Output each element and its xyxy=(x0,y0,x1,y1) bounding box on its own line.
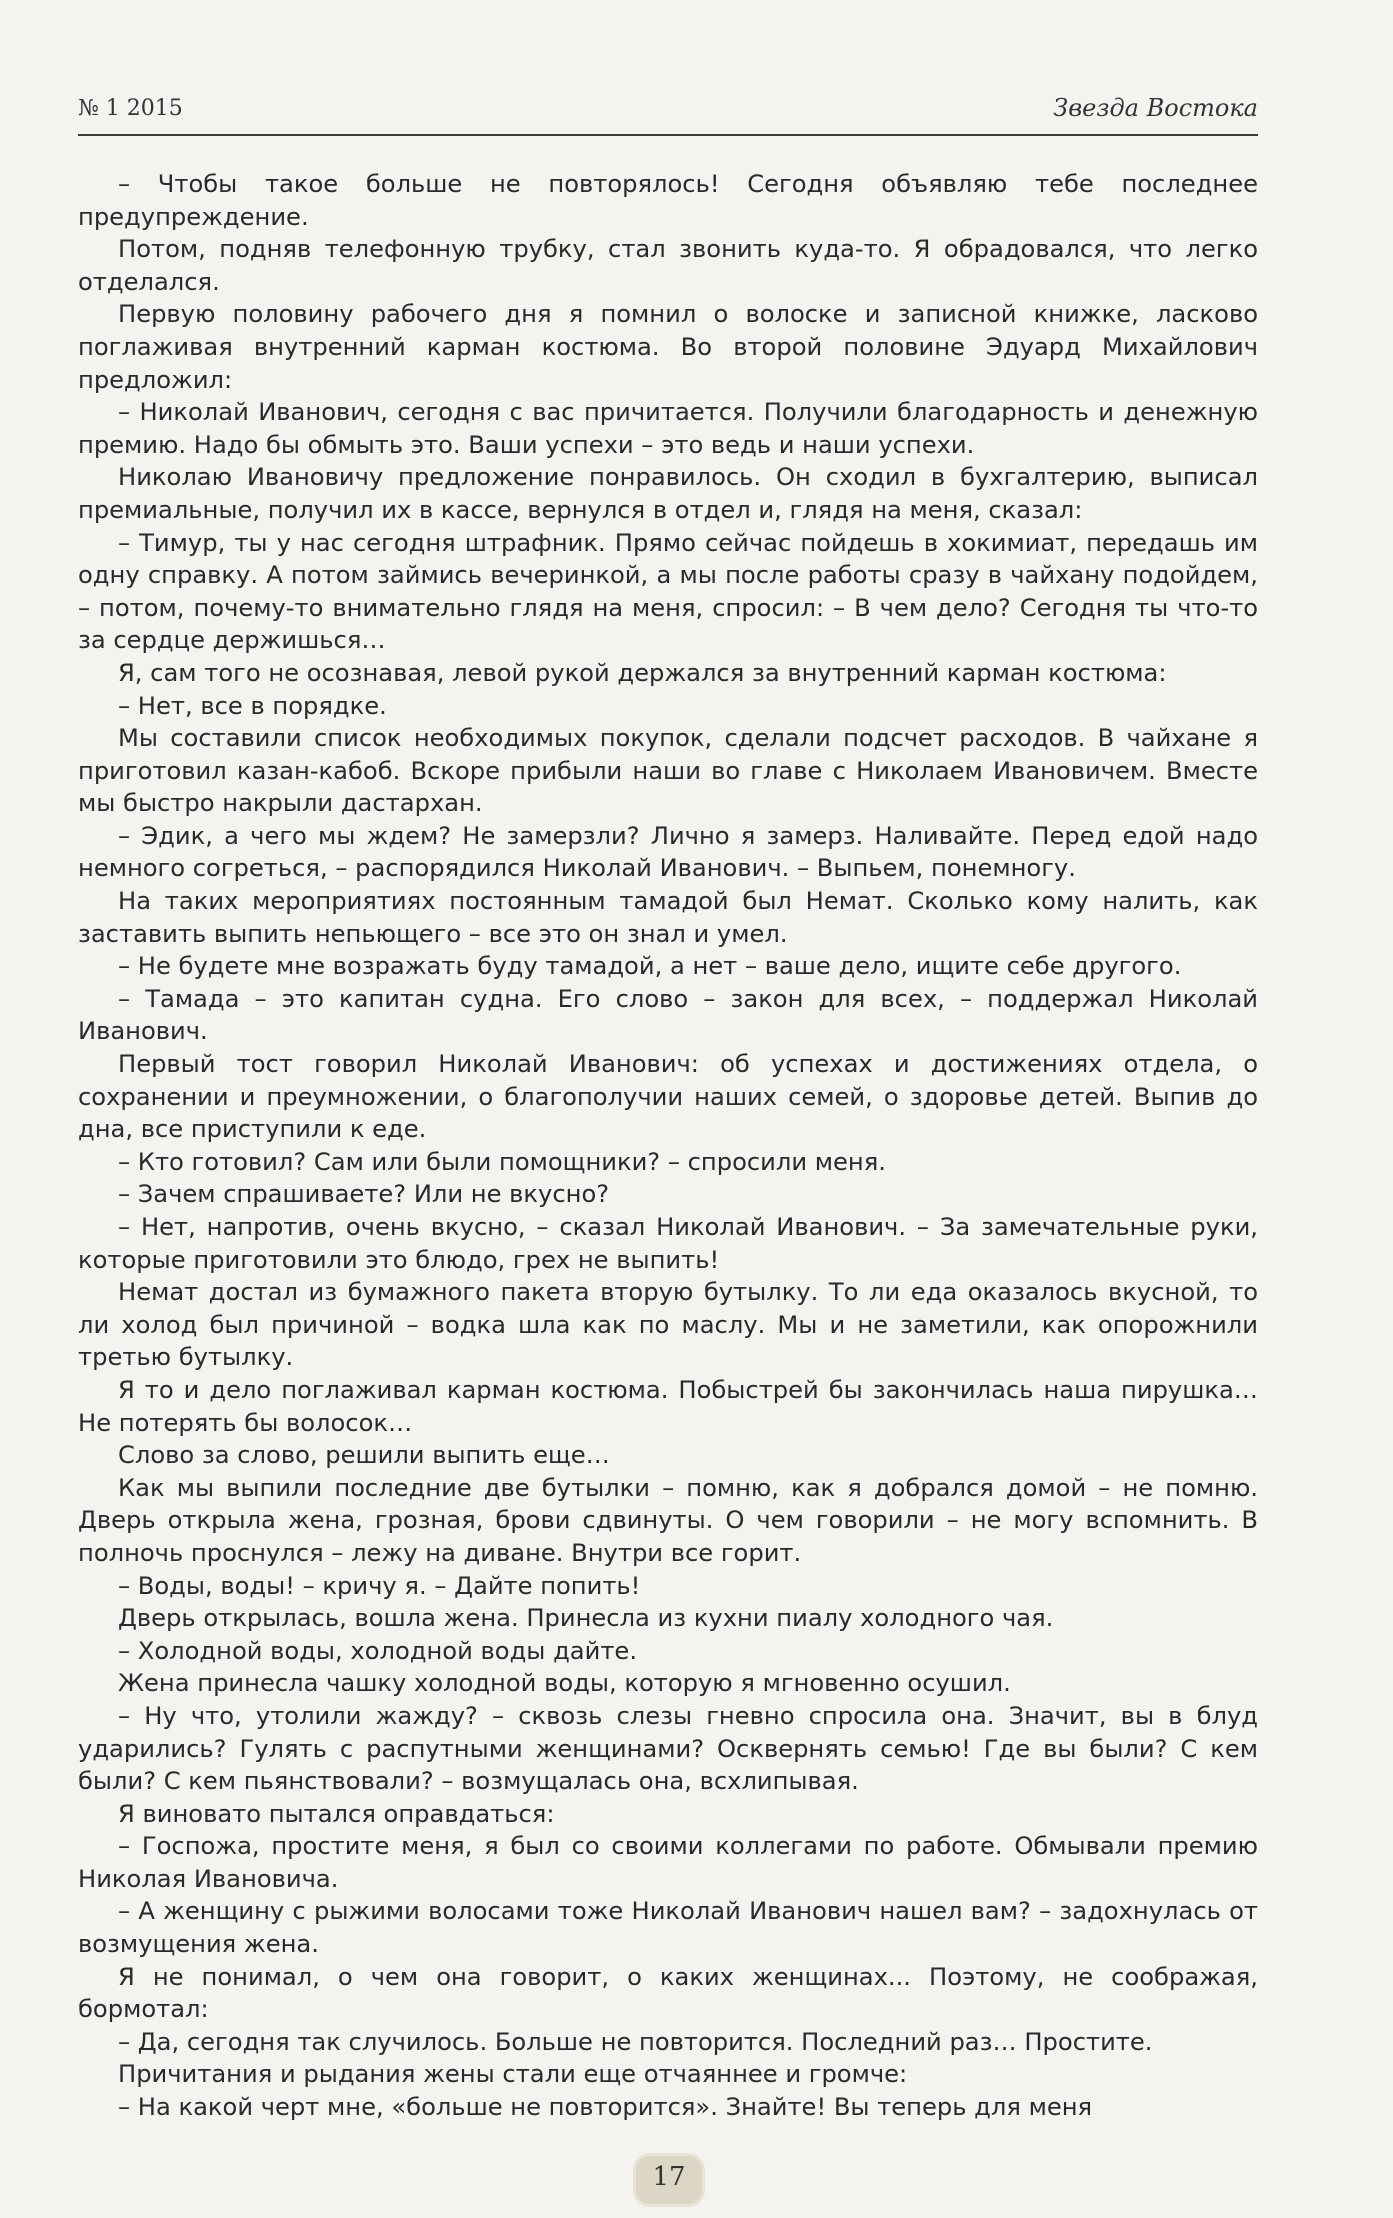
paragraph: – Тамада – это капитан судна. Его слово – закон для всех, – поддержал Николай Иванович. xyxy=(78,984,1258,1046)
paragraph: Я не понимал, о чем она говорит, о каких женщинах... Поэтому, не соображая, бормотал: xyxy=(78,1962,1258,2024)
issue-number: № 1 2015 xyxy=(78,96,183,121)
page-number: 17 xyxy=(652,2162,686,2192)
paragraph: – Ну что, утолили жажду? – сквозь слезы гневно спросила она. Значит, вы в блуд ударились? Гулять с распутными женщинами? Осквернять семью! Где вы были? С кем были? С кем пьянствовали? – возмущалась она, всхлипывая. xyxy=(78,1701,1258,1796)
paragraph: Потом, подняв телефонную трубку, стал звонить куда-то. Я обрадовался, что легко отделался. xyxy=(78,235,1258,296)
paragraph: Жена принесла чашку холодной воды, которую я мгновенно осушил. xyxy=(118,1669,1011,1698)
paragraph: – На какой черт мне, «больше не повторится». Знайте! Вы теперь для меня xyxy=(118,2093,1093,2122)
paragraph: Слово за слово, решили выпить еще… xyxy=(118,1441,610,1470)
paragraph: – Холодной воды, холодной воды дайте. xyxy=(118,1636,638,1665)
paragraph: Первый тост говорил Николай Иванович: об успехах и достижениях отдела, о сохранении и преумножении, о благополучии наших семей, о здоровье детей. Выпив до дна, все приступили к еде. xyxy=(78,1050,1258,1144)
paragraph: Как мы выпили последние две бутылки – помню, как я добрался домой – не помню. Дверь открыла жена, грозная, брови сдвинуты. О чем говорили – не могу вспомнить. В полночь проснулся – лежу на диване. Внутри все горит. xyxy=(78,1473,1258,1567)
paragraph: Первую половину рабочего дня я помнил о волоске и записной книжке, ласково поглаживая внутренний карман костюма. Во второй половине Эдуард Михайлович предложил: xyxy=(78,300,1258,394)
paragraph: – Зачем спрашиваете? Или не вкусно? xyxy=(118,1180,610,1209)
article-body xyxy=(78,168,1258,2124)
page-number-badge xyxy=(636,2156,702,2204)
paragraph: – Не будете мне возражать буду тамадой, а нет – ваше дело, ищите себе другого. xyxy=(118,952,1182,981)
paragraph: Николаю Ивановичу предложение понравилось. Он сходил в бухгалтерию, выписал премиальные, получил их в кассе, вернулся в отдел и, глядя на меня, сказал: xyxy=(78,463,1258,524)
paragraph: – Да, сегодня так случилось. Больше не повторится. Последний раз… Простите. xyxy=(118,2027,1153,2056)
paragraph: Мы составили список необходимых покупок, сделали подсчет расходов. В чайхане я приготовил казан-кабоб. Вскоре прибыли наши во главе с Николаем Ивановичем. Вместе мы быстро накрыли дастархан. xyxy=(78,724,1258,818)
paragraph: Я виновато пытался оправдаться: xyxy=(118,1799,555,1828)
paragraph: – Госпожа, простите меня, я был со своими коллегами по работе. Обмывали премию Николая Ивановича. xyxy=(78,1832,1258,1893)
paragraph: – Кто готовил? Сам или были помощники? – спросили меня. xyxy=(118,1147,886,1176)
paragraph: Я, сам того не осознавая, левой рукой держался за внутренний карман костюма: xyxy=(118,658,1167,687)
paragraph: – Тимур, ты у нас сегодня штрафник. Прямо сейчас пойдешь в хокимиат, передашь им одну справку. А потом займись вечеринкой, а мы после работы сразу в чайхану подойдем, – потом, почему-то внимательно глядя на меня, спросил: – В чем дело? Сегодня ты что-то за сердце держишься… xyxy=(78,528,1258,655)
paragraph: – Нет, все в порядке. xyxy=(118,691,387,720)
paragraph: – Воды, воды! – кричу я. – Дайте попить! xyxy=(118,1571,641,1600)
paragraph: – Эдик, а чего мы ждем? Не замерзли? Лично я замерз. Наливайте. Перед едой надо немного согреться, – распорядился Николай Иванович. – Выпьем, понемногу. xyxy=(78,821,1258,883)
paragraph: – Нет, напротив, очень вкусно, – сказал Николай Иванович. – За замечательные руки, которые приготовили это блюдо, грех не выпить! xyxy=(78,1213,1258,1274)
paragraph: Причитания и рыдания жены стали еще отчаяннее и громче: xyxy=(118,2060,908,2089)
running-header xyxy=(78,88,1258,136)
paragraph: На таких мероприятиях постоянным тамадой был Немат. Сколько кому налить, как заставить выпить непьющего – все это он знал и умел. xyxy=(78,887,1258,948)
journal-title: Звезда Востока xyxy=(1053,94,1258,122)
paragraph: – Николай Иванович, сегодня с вас причитается. Получили благодарность и денежную премию. Надо бы обмыть это. Ваши успехи – это ведь и наши успехи. xyxy=(78,398,1258,459)
paragraph: – Чтобы такое больше не повторялось! Сегодня объявляю тебе последнее предупреждение. xyxy=(78,170,1258,231)
paragraph: Дверь открылась, вошла жена. Принесла из кухни пиалу холодного чая. xyxy=(118,1604,1054,1633)
paragraph: – А женщину с рыжими волосами тоже Николай Иванович нашел вам? – задохнулась от возмущения жена. xyxy=(78,1897,1258,1959)
paragraph: Немат достал из бумажного пакета вторую бутылку. То ли еда оказалось вкусной, то ли холод был причиной – водка шла как по маслу. Мы и не заметили, как опорожнили третью бутылку. xyxy=(78,1278,1258,1372)
paragraph: Я то и дело поглаживал карман костюма. Побыстрей бы закончилась наша пирушка… Не потерять бы волосок… xyxy=(78,1375,1258,1437)
